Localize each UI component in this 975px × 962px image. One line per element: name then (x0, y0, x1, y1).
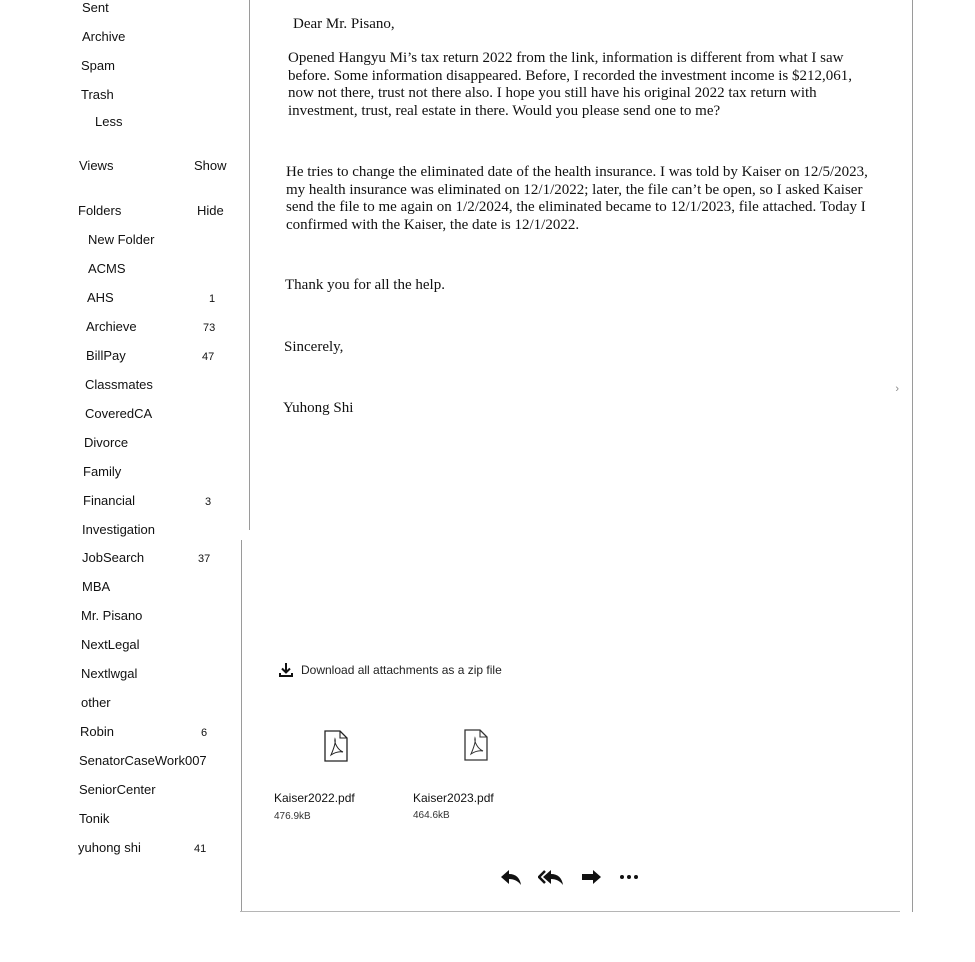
folder-unread-count: 37 (198, 553, 211, 566)
reply-all-icon[interactable] (538, 866, 564, 888)
content-bottom-border (240, 911, 900, 912)
folder-item[interactable]: NextLegal (81, 637, 140, 653)
folder-unread-count: 73 (203, 321, 216, 334)
attachment-file-size: 464.6kB (413, 810, 450, 821)
folder-item[interactable]: Investigation (82, 521, 155, 537)
folder-item[interactable]: Robin (80, 724, 114, 740)
reply-icon[interactable] (500, 866, 522, 888)
attachment-file-size: 476.9kB (274, 811, 311, 822)
chevron-right-icon[interactable]: › (895, 383, 899, 395)
folder-item[interactable]: MBA (82, 579, 111, 595)
folder-unread-count: 47 (202, 350, 215, 363)
folders-label: Folders (78, 203, 122, 218)
folder-item[interactable]: AHS (87, 289, 114, 305)
folder-item[interactable]: Mr. Pisano (81, 608, 143, 624)
letter-thanks: Thank you for all the help. (285, 277, 445, 293)
folder-item[interactable]: New Folder (88, 232, 155, 247)
folder-item[interactable]: CoveredCA (85, 405, 153, 421)
letter-paragraph-2: He tries to change the eliminated date of the health insurance. I was told by Kaiser on 12/5/2023, my health insurance was eliminated on 12/1/2022; later, the file can’t be open, so I asked Kaiser send the file to me again on 1/2/2024, the eliminated became to 12/1/2023, file attached. Today I confirmed with the Kaiser, the date is 12/1/2022. (286, 164, 868, 233)
folder-item[interactable]: SenatorCaseWork007 (79, 753, 207, 769)
letter-salutation: Dear Mr. Pisano, (293, 16, 395, 32)
download-all-link[interactable] (278, 662, 502, 678)
download-icon (278, 662, 294, 678)
views-show-toggle[interactable]: Show (194, 158, 227, 173)
folder-unread-count: 3 (205, 495, 212, 508)
forward-icon[interactable] (580, 866, 602, 888)
nav-sent[interactable]: Sent (82, 0, 109, 15)
letter-closing: Sincerely, (284, 339, 344, 355)
folder-item[interactable]: SeniorCenter (79, 782, 156, 798)
nav-less[interactable]: Less (95, 114, 123, 129)
folder-item[interactable]: Archieve (86, 318, 137, 334)
folder-item[interactable]: Divorce (84, 434, 129, 450)
folder-item[interactable]: other (81, 695, 111, 711)
folder-item[interactable]: Classmates (85, 376, 153, 392)
sidebar-divider-lower (241, 540, 242, 912)
folder-unread-count: 6 (201, 727, 208, 740)
attachment-file-name: Kaiser2023.pdf (413, 791, 494, 805)
folder-unread-count: 41 (194, 842, 207, 855)
more-icon[interactable] (619, 872, 641, 882)
attachment-file-name: Kaiser2022.pdf (274, 791, 355, 805)
sidebar-divider (249, 0, 250, 530)
folder-unread-count: 1 (209, 292, 216, 305)
nav-spam[interactable]: Spam (81, 58, 115, 73)
pdf-file-icon (324, 730, 348, 762)
folder-item[interactable]: Nextlwgal (81, 666, 138, 682)
nav-archive[interactable]: Archive (82, 29, 126, 44)
letter-paragraph-1: Opened Hangyu Mi’s tax return 2022 from the link, information is different from what I saw before. Some information disappeared. Before, I recorded the investment income is $212,061, now not there, trust not there also. I hope you still have his original 2022 tax return with investment, trust, real estate in there. Would you please send one to me? (288, 50, 852, 119)
folder-item[interactable]: Tonik (79, 811, 110, 826)
content-right-border (912, 0, 913, 912)
folder-item[interactable]: Family (83, 463, 122, 479)
folders-hide-toggle[interactable]: Hide (197, 203, 224, 218)
download-all-label: Download all attachments as a zip file (301, 663, 502, 677)
letter-signature: Yuhong Shi (283, 400, 354, 416)
views-label: Views (79, 158, 114, 173)
folder-item[interactable]: ACMS (88, 260, 126, 276)
sidebar (0, 0, 250, 962)
folder-item[interactable]: yuhong shi (78, 839, 141, 855)
folder-item[interactable]: BillPay (86, 347, 126, 363)
nav-trash[interactable]: Trash (81, 87, 114, 102)
folder-item[interactable]: JobSearch (82, 550, 145, 566)
pdf-file-icon (464, 729, 488, 761)
folder-item[interactable]: Financial (83, 492, 136, 508)
